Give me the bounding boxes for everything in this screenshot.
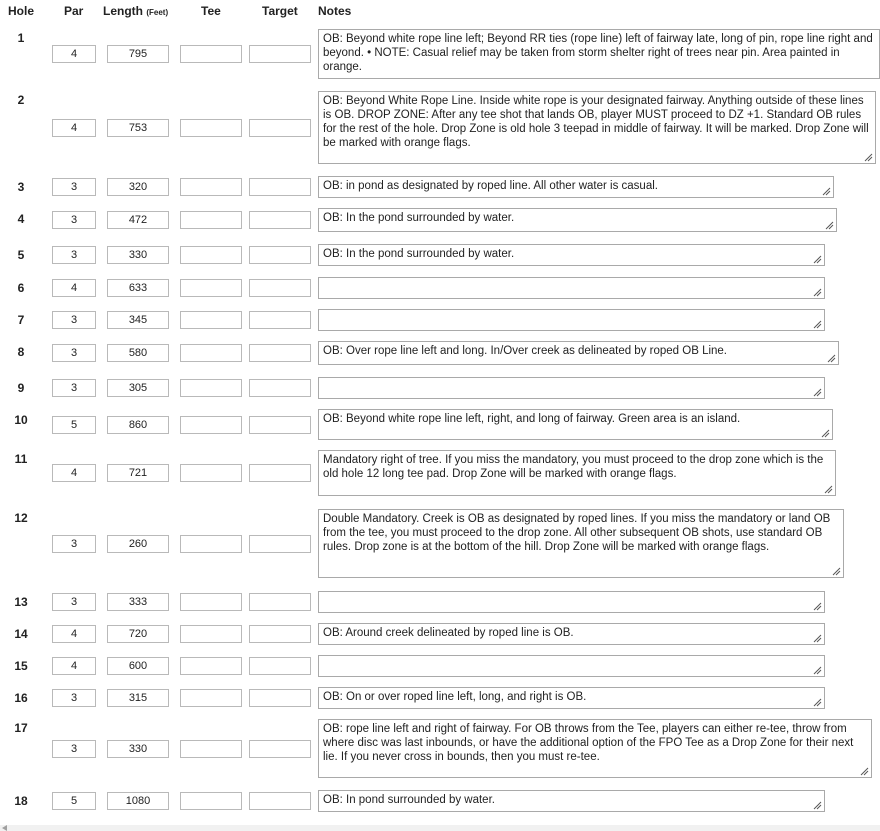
target-field[interactable] — [249, 792, 311, 810]
table-row — [0, 409, 880, 440]
notes-text: OB: Beyond White Rope Line. Inside white rope is your designated fairway. Anything outside of these lines is OB. DROP ZONE: After any tee shot that lands OB, player MUST proceed to DZ +1. Standard OB rules for the rest of the hole. Drop Zone is old hole 3 teepad in middle of fairway. It will be marked. Drop Zone will be marked with orange flags. — [323, 95, 869, 149]
resize-grip-icon[interactable] — [825, 220, 834, 229]
par-field[interactable]: 3 — [52, 246, 96, 264]
hole-number: 18 — [14, 794, 28, 808]
target-field[interactable] — [249, 311, 311, 329]
table-row — [0, 509, 880, 578]
resize-grip-icon[interactable] — [813, 601, 822, 610]
notes-text: OB: In pond surrounded by water. — [323, 794, 495, 806]
hole-number: 16 — [14, 691, 28, 705]
target-field[interactable] — [249, 344, 311, 362]
notes-textarea[interactable] — [318, 91, 876, 164]
notes-text: OB: rope line left and right of fairway. For OB throws from the Tee, players can either re-tee, throw from where disc was last inbounds, or have the additional option of the FPO Tee as a Drop Zone for their next lie. If you never cross in bounds, then you must re-tee. — [323, 723, 854, 763]
par-field[interactable]: 4 — [52, 657, 96, 675]
notes-textarea[interactable] — [318, 176, 834, 198]
table-row — [0, 450, 880, 496]
table-row — [0, 719, 880, 778]
resize-grip-icon[interactable] — [813, 254, 822, 263]
tee-field[interactable] — [180, 464, 242, 482]
table-row — [0, 91, 880, 164]
par-field[interactable]: 3 — [52, 379, 96, 397]
notes-textarea[interactable] — [318, 655, 825, 677]
resize-grip-icon[interactable] — [813, 387, 822, 396]
par-field[interactable]: 3 — [52, 344, 96, 362]
header-length-unit: (Feet) — [146, 8, 169, 17]
target-field[interactable] — [249, 657, 311, 675]
resize-grip-icon[interactable] — [813, 319, 822, 328]
par-field[interactable]: 3 — [52, 311, 96, 329]
length-field[interactable]: 633 — [107, 279, 169, 297]
notes-text: Mandatory right of tree. If you miss the mandatory, you must proceed to the drop zone which is the old hole 12 long tee pad. Drop Zone will be marked with orange flags. — [323, 454, 824, 480]
tee-field[interactable] — [180, 657, 242, 675]
resize-grip-icon[interactable] — [813, 697, 822, 706]
table-row — [0, 244, 880, 266]
target-field[interactable] — [249, 689, 311, 707]
notes-text: OB: Beyond white rope line left, right, and long of fairway. Green area is an island. — [323, 413, 741, 425]
notes-textarea[interactable] — [318, 208, 837, 232]
table-row — [0, 309, 880, 331]
notes-textarea[interactable] — [318, 277, 825, 299]
notes-textarea[interactable] — [318, 409, 833, 440]
hole-number: 10 — [14, 413, 28, 427]
length-field[interactable]: 1080 — [107, 792, 169, 810]
target-field[interactable] — [249, 625, 311, 643]
hole-number: 1 — [17, 31, 25, 45]
target-field[interactable] — [249, 379, 311, 397]
tee-field[interactable] — [180, 246, 242, 264]
target-field[interactable] — [249, 464, 311, 482]
header-notes: Notes — [318, 4, 352, 18]
target-field[interactable] — [249, 45, 311, 63]
length-field[interactable]: 472 — [107, 211, 169, 229]
par-field[interactable]: 3 — [52, 593, 96, 611]
table-row — [0, 687, 880, 709]
notes-textarea[interactable] — [318, 591, 825, 613]
length-field[interactable]: 721 — [107, 464, 169, 482]
notes-text: Double Mandatory. Creek is OB as designated by roped lines. If you miss the mandatory or land OB from the tee, you must proceed to the drop zone. All other subsequent OB shots, use standard OB rules. Drop zone is at the bottom of the hill. Drop Zone will be marked with orange flags. — [323, 513, 831, 553]
notes-textarea[interactable] — [318, 790, 825, 812]
resize-grip-icon[interactable] — [864, 152, 873, 161]
hole-number: 17 — [14, 721, 28, 735]
resize-grip-icon[interactable] — [824, 484, 833, 493]
target-field[interactable] — [249, 211, 311, 229]
hole-number: 3 — [17, 180, 25, 194]
length-field[interactable]: 320 — [107, 178, 169, 196]
notes-text: OB: Beyond white rope line left; Beyond RR ties (rope line) left of fairway late, long of pin, rope line right and beyond. • NOTE: Casual relief may be taken from storm shelter right of trees near pin. Area painted in orange. — [323, 33, 873, 73]
length-field[interactable]: 330 — [107, 740, 169, 758]
hole-number: 2 — [17, 93, 25, 107]
notes-textarea[interactable] — [318, 509, 844, 578]
par-field[interactable]: 4 — [52, 119, 96, 137]
hole-number: 9 — [17, 381, 25, 395]
par-field[interactable]: 3 — [52, 689, 96, 707]
target-field[interactable] — [249, 178, 311, 196]
notes-text: OB: In the pond surrounded by water. — [323, 212, 515, 224]
header-hole: Hole — [8, 4, 35, 18]
target-field[interactable] — [249, 740, 311, 758]
resize-grip-icon[interactable] — [827, 353, 836, 362]
resize-grip-icon[interactable] — [813, 633, 822, 642]
target-field[interactable] — [249, 279, 311, 297]
notes-text: OB: Around creek delineated by roped line is OB. — [323, 627, 574, 639]
tee-field[interactable] — [180, 279, 242, 297]
length-field[interactable]: 720 — [107, 625, 169, 643]
scroll-left-arrow-icon[interactable] — [2, 825, 7, 831]
table-row — [0, 623, 880, 645]
notes-textarea[interactable] — [318, 623, 825, 645]
par-field[interactable]: 3 — [52, 535, 96, 553]
notes-textarea[interactable] — [318, 687, 825, 709]
hole-number: 14 — [14, 627, 28, 641]
hole-number: 7 — [17, 313, 25, 327]
par-field[interactable]: 4 — [52, 464, 96, 482]
table-row — [0, 208, 880, 232]
hole-number: 11 — [14, 452, 28, 466]
tee-field[interactable] — [180, 178, 242, 196]
par-field[interactable]: 3 — [52, 178, 96, 196]
resize-grip-icon[interactable] — [860, 766, 869, 775]
table-row — [0, 277, 880, 299]
table-row — [0, 176, 880, 198]
horizontal-scrollbar[interactable] — [0, 825, 880, 831]
target-field[interactable] — [249, 416, 311, 434]
length-field[interactable]: 600 — [107, 657, 169, 675]
target-field[interactable] — [249, 246, 311, 264]
length-field[interactable]: 753 — [107, 119, 169, 137]
notes-textarea[interactable] — [318, 377, 825, 399]
notes-text: OB: Over rope line left and long. In/Over creek as delineated by roped OB Line. — [323, 345, 728, 357]
tee-field[interactable] — [180, 535, 242, 553]
notes-text: OB: In the pond surrounded by water. — [323, 248, 515, 260]
tee-field[interactable] — [180, 379, 242, 397]
table-row — [0, 341, 880, 365]
tee-field[interactable] — [180, 416, 242, 434]
notes-text: OB: On or over roped line left, long, and right is OB. — [323, 691, 587, 703]
table-row — [0, 29, 880, 79]
target-field[interactable] — [249, 119, 311, 137]
hole-number: 13 — [14, 595, 28, 609]
hole-number: 6 — [17, 281, 25, 295]
length-field[interactable]: 860 — [107, 416, 169, 434]
tee-field[interactable] — [180, 211, 242, 229]
length-field[interactable]: 345 — [107, 311, 169, 329]
tee-field[interactable] — [180, 311, 242, 329]
tee-field[interactable] — [180, 45, 242, 63]
length-field[interactable]: 305 — [107, 379, 169, 397]
tee-field[interactable] — [180, 344, 242, 362]
target-field[interactable] — [249, 535, 311, 553]
header-length — [103, 4, 168, 18]
length-field[interactable]: 260 — [107, 535, 169, 553]
header-par: Par — [64, 4, 84, 18]
resize-grip-icon[interactable] — [821, 428, 830, 437]
header-length-label: Length — [103, 4, 143, 18]
tee-field[interactable] — [180, 792, 242, 810]
par-field[interactable]: 3 — [52, 211, 96, 229]
hole-number: 15 — [14, 659, 28, 673]
resize-grip-icon[interactable] — [813, 287, 822, 296]
notes-textarea[interactable] — [318, 29, 880, 79]
header-target: Target — [262, 4, 298, 18]
par-field[interactable]: 5 — [52, 792, 96, 810]
notes-textarea[interactable] — [318, 341, 839, 365]
notes-textarea[interactable] — [318, 450, 836, 496]
hole-number: 8 — [17, 345, 25, 359]
hole-number: 5 — [17, 248, 25, 262]
tee-field[interactable] — [180, 625, 242, 643]
tee-field[interactable] — [180, 119, 242, 137]
notes-textarea[interactable] — [318, 309, 825, 331]
par-field[interactable]: 4 — [52, 45, 96, 63]
length-field[interactable]: 795 — [107, 45, 169, 63]
par-field[interactable]: 5 — [52, 416, 96, 434]
par-field[interactable]: 3 — [52, 740, 96, 758]
resize-grip-icon[interactable] — [813, 665, 822, 674]
table-row — [0, 377, 880, 399]
notes-textarea[interactable] — [318, 244, 825, 266]
header-tee: Tee — [201, 4, 221, 18]
resize-grip-icon[interactable] — [822, 186, 831, 195]
table-row — [0, 591, 880, 613]
table-row — [0, 655, 880, 677]
length-field[interactable]: 315 — [107, 689, 169, 707]
table-row — [0, 790, 880, 812]
par-field[interactable]: 4 — [52, 279, 96, 297]
hole-number: 12 — [14, 511, 28, 525]
tee-field[interactable] — [180, 593, 242, 611]
target-field[interactable] — [249, 593, 311, 611]
notes-text: OB: in pond as designated by roped line. All other water is casual. — [323, 180, 658, 192]
length-field[interactable]: 330 — [107, 246, 169, 264]
notes-textarea[interactable] — [318, 719, 872, 778]
hole-number: 4 — [17, 212, 25, 226]
length-field[interactable]: 580 — [107, 344, 169, 362]
tee-field[interactable] — [180, 740, 242, 758]
resize-grip-icon[interactable] — [813, 800, 822, 809]
length-field[interactable]: 333 — [107, 593, 169, 611]
tee-field[interactable] — [180, 689, 242, 707]
resize-grip-icon[interactable] — [832, 566, 841, 575]
par-field[interactable]: 4 — [52, 625, 96, 643]
